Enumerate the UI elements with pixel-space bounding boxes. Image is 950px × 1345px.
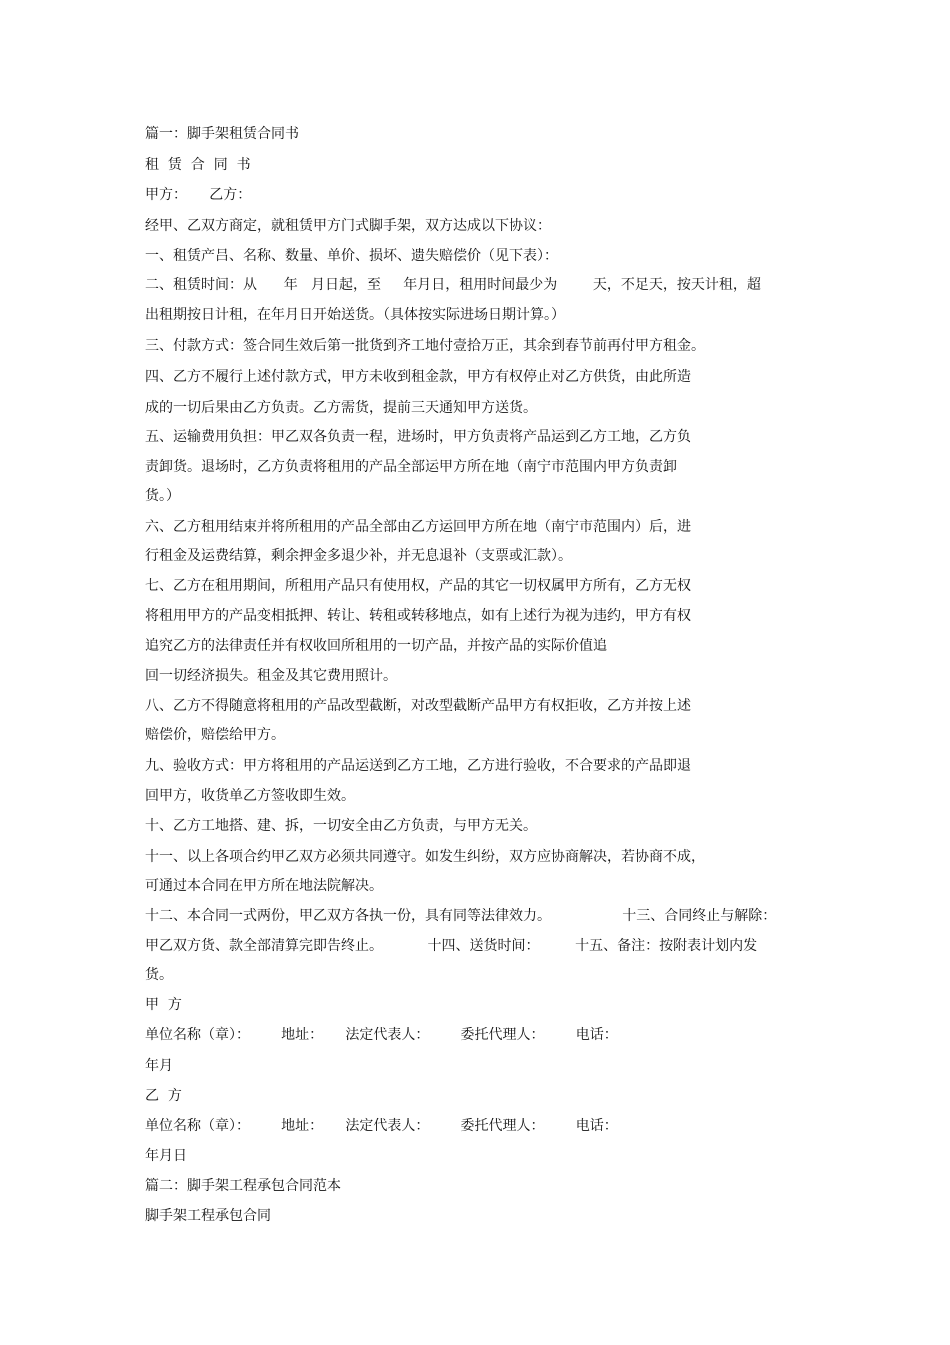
clause-4-line-2: 成的一切后果由乙方负责。乙方需货，提前三天通知甲方送货。 — [145, 400, 537, 416]
party-a-date: 年月 — [145, 1058, 173, 1074]
party-a-heading: 甲 方 — [145, 997, 182, 1013]
clause-8-line-1: 八、乙方不得随意将租用的产品改型截断，对改型截断产品甲方有权拒收，乙方并按上述 — [145, 698, 691, 714]
clause-14-15: 甲乙双方货、款全部清算完即告终止。 十四、送货时间： 十五、备注：按附表计划内发 — [145, 938, 758, 954]
section-one-title: 篇一：脚手架租赁合同书 — [145, 126, 299, 142]
clause-6-line-1: 六、乙方租用结束并将所租用的产品全部由乙方运回甲方所在地（南宁市范围内）后，进 — [145, 519, 691, 535]
clause-5-line-1: 五、运输费用负担：甲乙双各负责一程，进场时，甲方负责将产品运到乙方工地，乙方负 — [145, 429, 691, 445]
clause-2-line-2: 出租期按日计租，在年月日开始送货。（具体按实际进场日期计算。） — [145, 307, 565, 323]
party-b-date: 年月日 — [145, 1148, 187, 1164]
clause-1: 一、租赁产吕、名称、数量、单价、损坏、遗失赔偿价（见下表）： — [145, 248, 558, 264]
clause-2-line-1: 二、租赁时间：从 年 月日起，至 年月日，租用时间最少为 天，不足天，按天计租，超 — [145, 277, 761, 293]
party-b-fields: 单位名称（章）： 地址： 法定代表人： 委托代理人： 电话： — [145, 1118, 618, 1134]
clause-6-line-2: 行租金及运费结算，剩余押金多退少补，并无息退补（支票或汇款）。 — [145, 548, 572, 564]
clause-5-line-3: 货。） — [145, 488, 180, 504]
clause-10: 十、乙方工地搭、建、拆，一切安全由乙方负责，与甲方无关。 — [145, 818, 537, 834]
clause-8-line-2: 赔偿价，赔偿给甲方。 — [145, 727, 285, 743]
party-a-fields: 单位名称（章）： 地址： 法定代表人： 委托代理人： 电话： — [145, 1027, 618, 1043]
clause-9-line-2: 回甲方，收货单乙方签收即生效。 — [145, 788, 355, 804]
section-two-subtitle: 脚手架工程承包合同 — [145, 1208, 271, 1224]
clause-12-13: 十二、本合同一式两份，甲乙双方各执一份，具有同等法律效力。 十三、合同终止与解除： — [145, 908, 777, 924]
parties-line: 甲方： 乙方： — [145, 187, 252, 203]
agreement-intro: 经甲、乙双方商定，就租赁甲方门式脚手架，双方达成以下协议： — [145, 218, 551, 234]
party-b-heading: 乙 方 — [145, 1088, 182, 1104]
clause-7-line-3: 追究乙方的法律责任并有权收回所租用的一切产品，并按产品的实际价值追 — [145, 638, 607, 654]
clause-7-line-2: 将租用甲方的产品变相抵押、转让、转租或转移地点，如有上述行为视为违约，甲方有权 — [145, 608, 691, 624]
clause-7-line-1: 七、乙方在租用期间，所租用产品只有使用权，产品的其它一切权属甲方所有，乙方无权 — [145, 578, 691, 594]
clause-15-continued: 货。 — [145, 967, 173, 983]
section-two-title: 篇二：脚手架工程承包合同范本 — [145, 1178, 341, 1194]
clause-3: 三、付款方式：签合同生效后第一批货到齐工地付壹拾万正，其余到春节前再付甲方租金。 — [145, 338, 705, 354]
clause-7-line-4: 回一切经济损失。租金及其它费用照计。 — [145, 668, 397, 684]
clause-4-line-1: 四、乙方不履行上述付款方式，甲方未收到租金款，甲方有权停止对乙方供货，由此所造 — [145, 369, 691, 385]
clause-11-line-2: 可通过本合同在甲方所在地法院解决。 — [145, 878, 383, 894]
contract-title: 租 赁 合 同 书 — [145, 157, 251, 173]
clause-5-line-2: 责卸货。退场时，乙方负责将租用的产品全部运甲方所在地（南宁市范围内甲方负责卸 — [145, 459, 677, 475]
clause-9-line-1: 九、验收方式：甲方将租用的产品运送到乙方工地，乙方进行验收，不合要求的产品即退 — [145, 758, 691, 774]
clause-11-line-1: 十一、以上各项合约甲乙双方必须共同遵守。如发生纠纷，双方应协商解决，若协商不成， — [145, 849, 705, 865]
